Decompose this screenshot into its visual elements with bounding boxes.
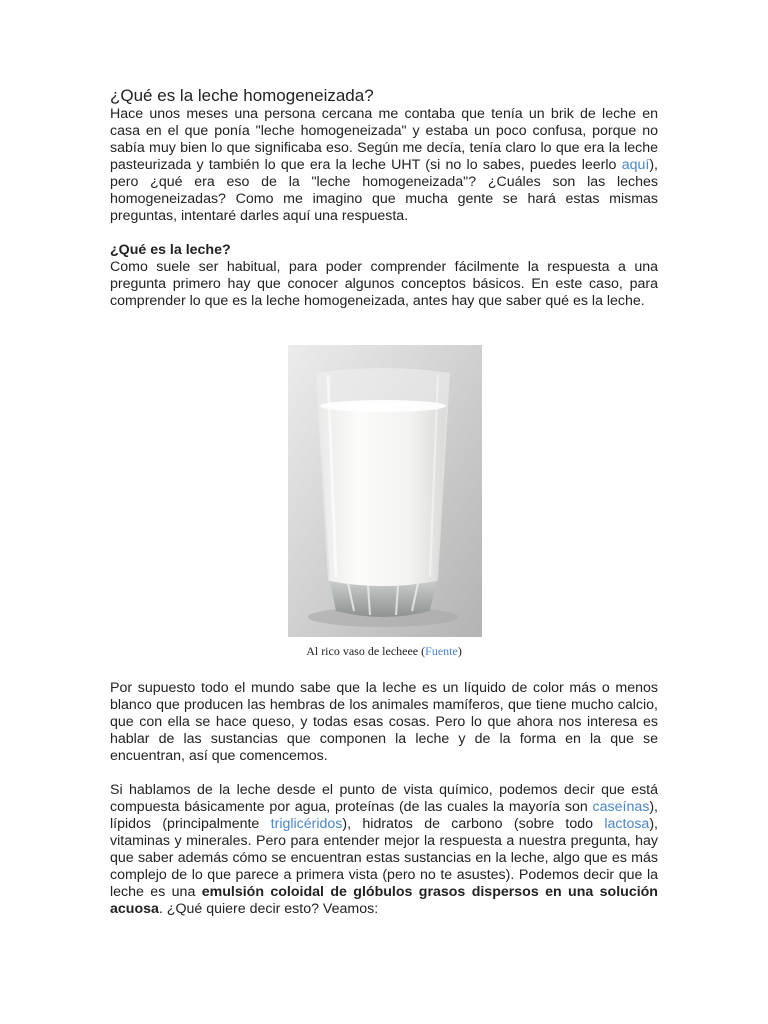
- caseinas-link[interactable]: caseínas: [592, 799, 650, 815]
- p3-text-5: . ¿Qué quiere decir esto? Veamos:: [158, 901, 379, 917]
- article-title: ¿Qué es la leche homogeneizada?: [110, 86, 374, 105]
- figure-caption: [0, 644, 768, 659]
- paragraph-3: [110, 782, 658, 918]
- fuente-link[interactable]: Fuente: [425, 644, 458, 658]
- trigliceridos-link[interactable]: triglicéridos: [270, 816, 343, 832]
- caption-text: Al rico vaso de lecheee (: [306, 644, 426, 658]
- p3-text-3: ), hidratos de carbono (sobre todo: [342, 816, 605, 832]
- aqui-link[interactable]: aquí: [621, 157, 650, 173]
- article-top: [110, 86, 658, 310]
- caption-close: ): [457, 644, 462, 658]
- p3-bold-text: emulsión coloidal de glóbulos grasos dispersos en una solución acuosa: [110, 884, 658, 917]
- p3-text-2: ), lípidos (principalmente: [110, 799, 658, 832]
- spacer: [110, 225, 658, 242]
- intro-paragraph: [110, 106, 658, 225]
- milk-glass-illustration: [288, 345, 482, 637]
- p3-text-1: Si hablamos de la leche desde el punto de vista químico, podemos decir que está compuesta básicamente por agua, proteínas (de las cuales la mayoría son: [110, 782, 658, 815]
- paragraph-2: Por supuesto todo el mundo sabe que la leche es un líquido de color más o menos blanco que producen las hembras de los animales mamíferos, que tiene mucho calcio, que con ella se hace queso, y todas esas cosas. Pero lo que ahora nos interesa es hablar de las sustancias que componen la leche y de la forma en la que se encuentran, así que comencemos.: [110, 680, 658, 764]
- section-heading: ¿Qué es la leche?: [110, 242, 231, 258]
- milk-glass-image: [288, 345, 482, 637]
- p3-text-4: ), vitaminas y minerales. Pero para entender mejor la respuesta a nuestra pregunta, hay que saber además cómo se encuentran estas sustancias en la leche, algo que es más complejo de lo que parece a primera vista (pero no te asustes). Podemos decir que la leche es una: [110, 816, 658, 900]
- intro-text-1: Hace unos meses una persona cercana me contaba que tenía un brik de leche en casa en el que ponía "leche homogeneizada" y estaba un poco confusa, porque no sabía muy bien lo que significaba eso. Según me decía, tenía claro lo que era la leche pasteurizada y también lo que era la leche UHT (si no lo sabes, puedes leerlo: [110, 106, 658, 173]
- intro-text-2: ), pero ¿qué era eso de la "leche homogeneizada"? ¿Cuáles son las leches homogeneizadas? Como me imagino que mucha gente se hará estas mismas preguntas, intentaré darles aquí una respuesta.: [110, 157, 658, 224]
- section-paragraph: Como suele ser habitual, para poder comprender fácilmente la respuesta a una pregunta primero hay que conocer algunos conceptos básicos. En este caso, para comprender lo que es la leche homogeneizada, antes hay que saber qué es la leche.: [110, 259, 658, 309]
- article-body: [110, 680, 658, 918]
- lactosa-link[interactable]: lactosa: [604, 816, 650, 832]
- spacer: [110, 765, 658, 782]
